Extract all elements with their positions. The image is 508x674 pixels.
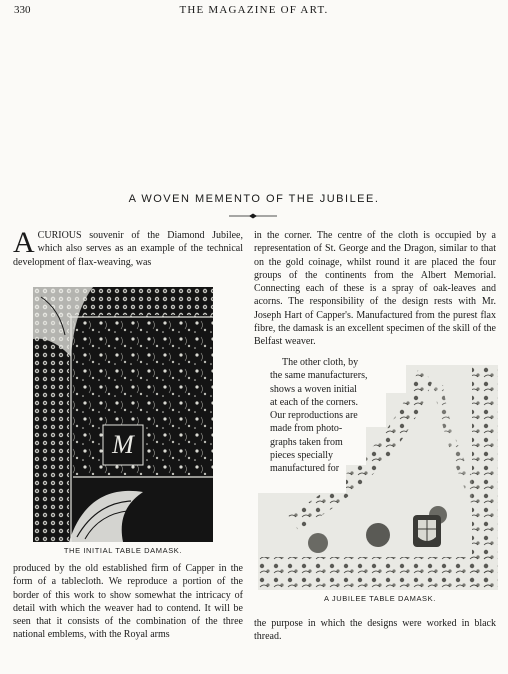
column-1-intro <box>13 226 243 269</box>
damask-pattern-dark <box>33 287 213 542</box>
wrap-line: made from photo- <box>270 423 343 435</box>
running-title: THE MAGAZINE OF ART. <box>179 4 329 16</box>
wrap-line: at each of the corners. <box>270 396 359 408</box>
wrap-line: shows a woven initial <box>270 383 357 395</box>
wrap-line: manufactured for <box>270 463 340 475</box>
article-title: A WOVEN MEMENTO OF THE JUBILEE. <box>128 193 380 205</box>
column-2-conclusion: the purpose in which the designs were worked in black thread. <box>254 618 496 643</box>
page-number: 330 <box>14 4 31 16</box>
left-figure-caption: THE INITIAL TABLE DAMASK. <box>63 546 183 555</box>
jubilee-table-damask-image <box>258 365 498 590</box>
column-1-continued: produced by the old established firm of Capper in the form of a tablecloth. We reproduce a portion of the border of this work to show somewhat the intricacy of detail with which the weaver had to contend. It will be seen that it consists of the combination of the three national emblems, with the Royal arms <box>13 563 243 641</box>
drop-cap: A <box>13 226 35 259</box>
column-1-intro-text: CURIOUS souvenir of the Diamond Jubilee, which also serves as an example of the technical development of flax-weaving, was <box>13 230 243 268</box>
woven-monogram: M <box>112 430 134 459</box>
title-ornament-rule <box>229 213 277 219</box>
column-2-text: in the corner. The centre of the cloth is occupied by a representation of St. George and the Dragon, similar to that on the gold coinage, whilst round it are placed the four groups of the continents from the Albert Memorial. Connecting each of these is a spray of oak-leaves and acorns. The responsibility of the design rests with Mr. Joseph Hart of Capper's. Manufactured from the purest flax fibre, the damask is an excellent specimen of the skill of the Belfast weaver. <box>254 230 496 348</box>
wrap-line: graphs taken from <box>270 436 343 448</box>
initial-table-damask-image <box>33 287 213 542</box>
wrap-line: Our reproductions are <box>270 410 358 422</box>
wrap-line: pieces specially <box>270 450 334 462</box>
wrap-line: The other cloth, by <box>282 357 359 368</box>
wrap-line: the same manufacturers, <box>270 370 368 382</box>
right-figure-caption: A JUBILEE TABLE DAMASK. <box>324 594 436 603</box>
